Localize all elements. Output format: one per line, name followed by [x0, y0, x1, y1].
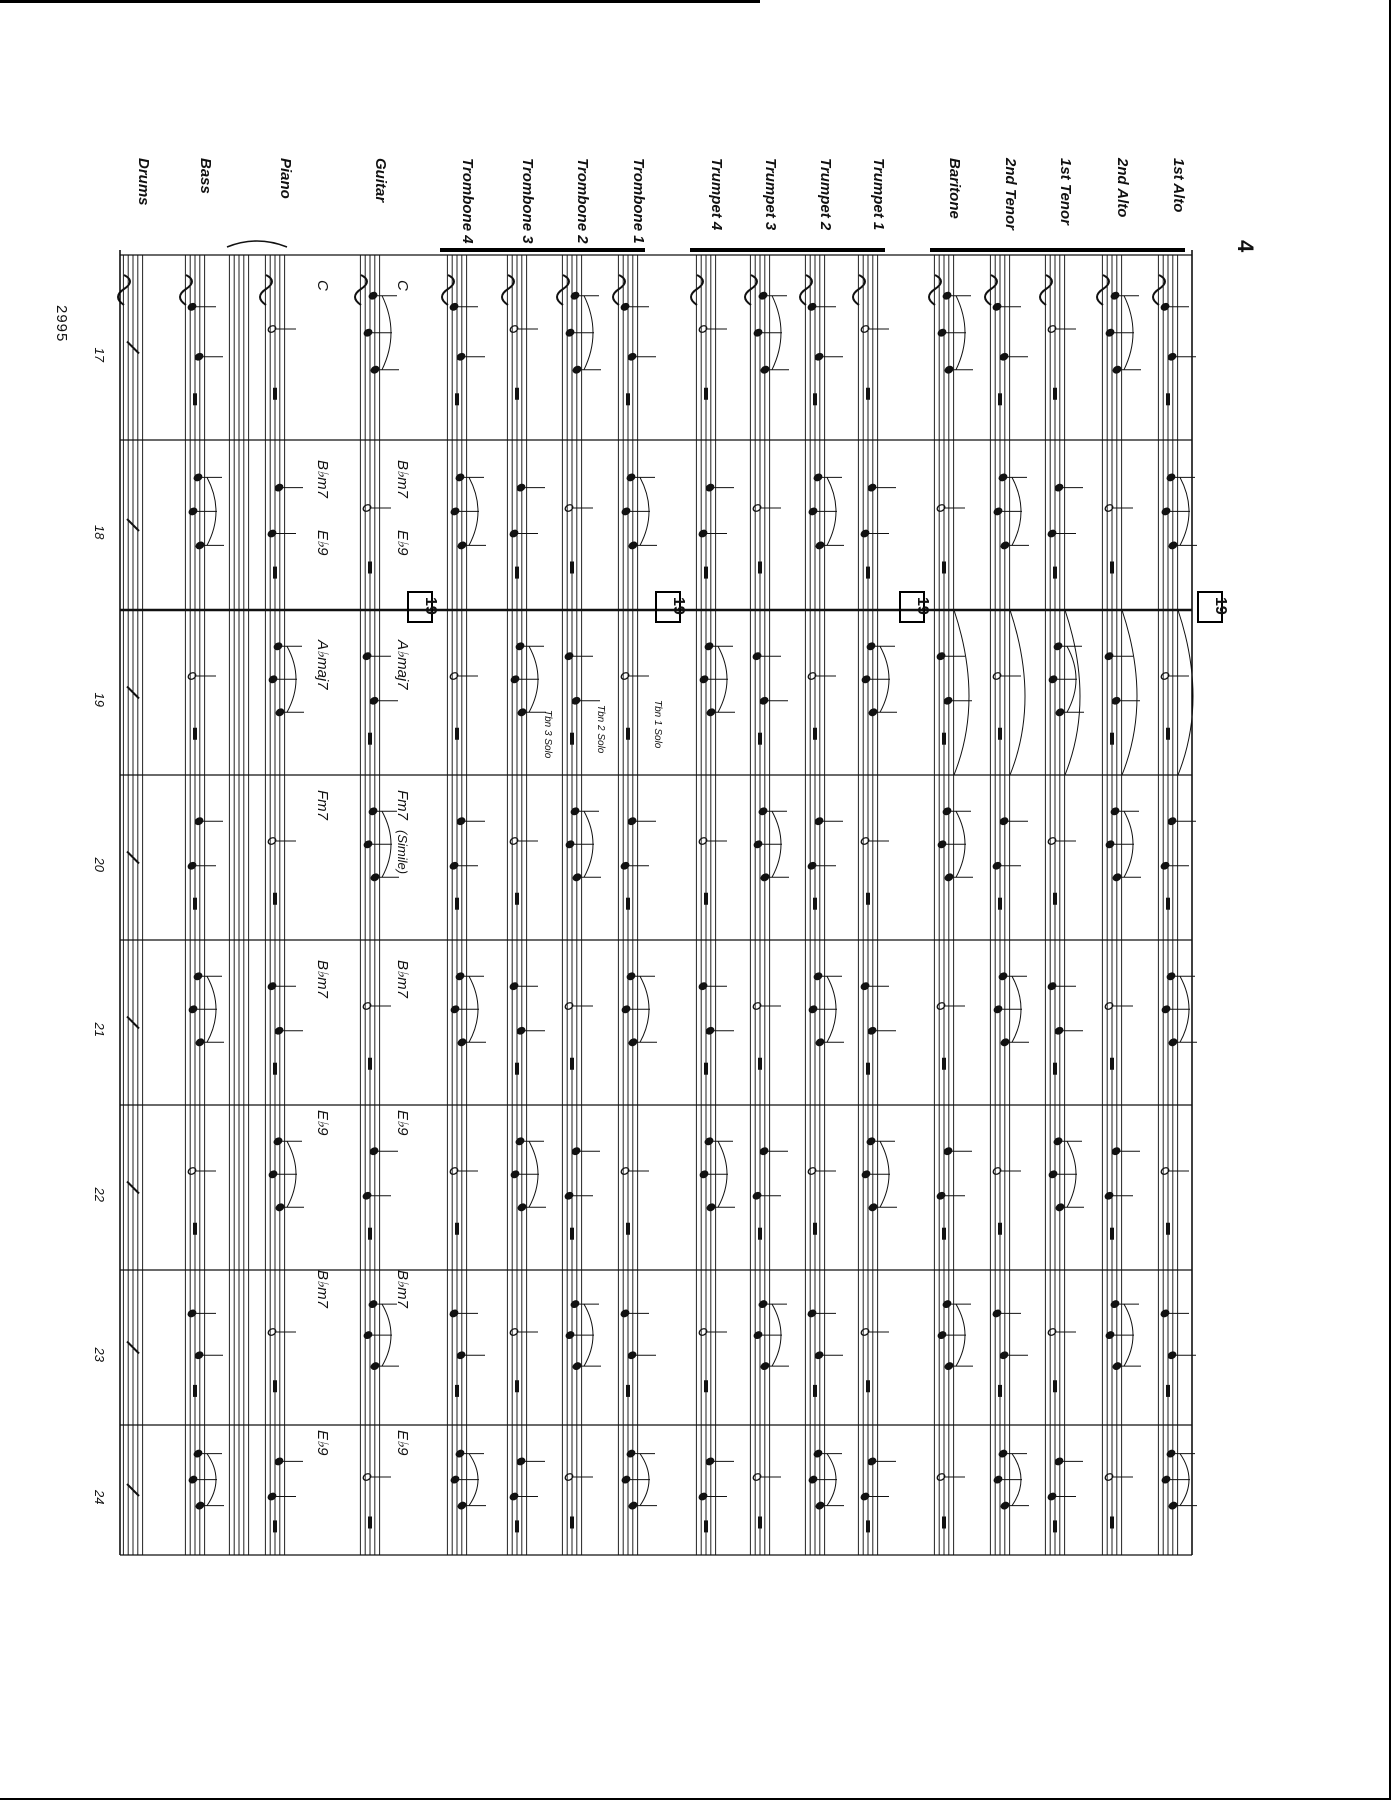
notehead: [760, 1362, 770, 1371]
notehead: [369, 1147, 379, 1156]
rest: [1166, 393, 1170, 405]
chord-symbol-piano: B♭m7: [314, 960, 331, 998]
chord-symbol-guitar: E♭9: [394, 530, 411, 556]
chord-symbol-piano: B♭m7: [314, 1270, 331, 1308]
notehead: [814, 1351, 824, 1360]
page-number: 4: [1233, 240, 1258, 253]
notehead: [456, 817, 466, 826]
notehead: [815, 541, 825, 550]
notehead: [370, 1362, 380, 1371]
rest: [570, 1517, 574, 1529]
notehead: [943, 696, 953, 705]
notehead: [1161, 507, 1171, 516]
notehead: [510, 1170, 520, 1179]
notehead: [705, 1457, 715, 1466]
rehearsal-mark: 19: [422, 597, 439, 615]
notehead: [571, 1147, 581, 1156]
notehead: [363, 328, 373, 337]
rest: [998, 898, 1002, 910]
rest: [1166, 1223, 1170, 1235]
notehead: [808, 507, 818, 516]
instrument-label: 2nd Tenor: [1002, 158, 1019, 230]
notehead: [1111, 1147, 1121, 1156]
rest: [368, 562, 372, 574]
notehead: [516, 1026, 526, 1035]
chord-symbol-piano: E♭9: [314, 530, 331, 556]
notehead: [868, 1203, 878, 1212]
chord-symbol-guitar: A♭maj7: [394, 640, 411, 690]
notehead: [814, 352, 824, 361]
rest: [515, 388, 519, 400]
notehead: [706, 1203, 716, 1212]
rest: [193, 728, 197, 740]
measure-number: 20: [92, 857, 107, 872]
rest: [704, 1520, 708, 1532]
notehead: [993, 1475, 1003, 1484]
notehead: [944, 1362, 954, 1371]
notehead: [275, 1203, 285, 1212]
rest: [455, 1223, 459, 1235]
rest: [1053, 1063, 1057, 1075]
rest: [942, 1517, 946, 1529]
instrument-label: Trombone 2: [574, 158, 591, 244]
rest: [813, 1385, 817, 1397]
notehead: [861, 1170, 871, 1179]
notehead: [760, 365, 770, 374]
notehead: [188, 1475, 198, 1484]
notehead: [572, 1362, 582, 1371]
notehead: [195, 1501, 205, 1510]
notehead: [1161, 1475, 1171, 1484]
notehead: [1168, 1038, 1178, 1047]
notehead: [1054, 1457, 1064, 1466]
measure-number: 23: [92, 1347, 107, 1362]
notehead: [1000, 1501, 1010, 1510]
notehead: [867, 483, 877, 492]
tie: [1065, 610, 1080, 775]
rest: [704, 893, 708, 905]
rest: [570, 733, 574, 745]
notehead: [1105, 840, 1115, 849]
notehead: [457, 1038, 467, 1047]
notehead: [999, 352, 1009, 361]
notehead: [516, 483, 526, 492]
notehead: [195, 1038, 205, 1047]
notehead: [999, 1351, 1009, 1360]
instrument-label: Piano: [277, 158, 294, 199]
rest: [515, 1063, 519, 1075]
rest: [1110, 1228, 1114, 1240]
rest: [626, 393, 630, 405]
rest: [758, 562, 762, 574]
notehead: [1111, 696, 1121, 705]
rest: [866, 388, 870, 400]
notehead: [1054, 483, 1064, 492]
rest: [626, 1223, 630, 1235]
measure-number: 18: [92, 525, 107, 540]
rest: [866, 1380, 870, 1392]
notehead: [188, 1005, 198, 1014]
chord-symbol-guitar: B♭m7: [394, 460, 411, 498]
rest: [1110, 1058, 1114, 1070]
notehead: [188, 507, 198, 516]
rest: [273, 1063, 277, 1075]
measure-number: 21: [92, 1022, 107, 1037]
instrument-label: Trumpet 3: [762, 158, 779, 231]
notehead: [705, 1026, 715, 1035]
chord-symbol-piano: A♭maj7: [314, 640, 331, 690]
chord-symbol-guitar: C: [394, 280, 411, 291]
rest: [455, 1385, 459, 1397]
notehead: [194, 817, 204, 826]
notehead: [1167, 817, 1177, 826]
notehead: [1168, 541, 1178, 550]
instrument-label: Trumpet 4: [708, 158, 725, 231]
notehead: [517, 1203, 527, 1212]
chord-symbol-piano: C: [314, 280, 331, 291]
notehead: [1048, 1170, 1058, 1179]
notehead: [1112, 873, 1122, 882]
notehead: [572, 873, 582, 882]
notehead: [993, 1005, 1003, 1014]
notehead: [1167, 1351, 1177, 1360]
notehead: [1161, 1005, 1171, 1014]
tie: [954, 610, 969, 775]
rest: [813, 898, 817, 910]
notehead: [706, 708, 716, 717]
rest: [866, 893, 870, 905]
rest: [1110, 1517, 1114, 1529]
notehead: [753, 1331, 763, 1340]
notehead: [759, 696, 769, 705]
rest: [866, 567, 870, 579]
part-marking: Tbn 2 Solo: [595, 705, 606, 754]
notehead: [517, 708, 527, 717]
notehead: [867, 1457, 877, 1466]
rest: [758, 1058, 762, 1070]
notehead: [944, 873, 954, 882]
instrument-label: Baritone: [946, 158, 963, 219]
notehead: [1112, 1362, 1122, 1371]
instrument-label: Trumpet 1: [870, 158, 887, 231]
rest: [368, 1058, 372, 1070]
notehead: [274, 1026, 284, 1035]
measure-number: 19: [92, 692, 107, 707]
notehead: [868, 708, 878, 717]
rest: [942, 562, 946, 574]
chord-symbol-guitar: B♭m7: [394, 1270, 411, 1308]
notehead: [1168, 1501, 1178, 1510]
rest: [368, 733, 372, 745]
notehead: [1167, 352, 1177, 361]
rest: [273, 893, 277, 905]
notehead: [457, 541, 467, 550]
rest: [998, 1385, 1002, 1397]
rest: [704, 567, 708, 579]
notehead: [268, 1170, 278, 1179]
rest: [455, 898, 459, 910]
tie: [1010, 610, 1025, 775]
notehead: [699, 1170, 709, 1179]
rest: [758, 733, 762, 745]
rest: [273, 567, 277, 579]
rest: [1110, 733, 1114, 745]
rest: [455, 393, 459, 405]
notehead: [867, 1026, 877, 1035]
measure-number: 24: [92, 1490, 107, 1505]
instrument-label: 1st Tenor: [1057, 158, 1074, 225]
rest: [758, 1517, 762, 1529]
chord-symbol-guitar: B♭m7: [394, 960, 411, 998]
rest: [1110, 562, 1114, 574]
notehead: [1048, 675, 1058, 684]
rest: [193, 1223, 197, 1235]
notehead: [274, 1457, 284, 1466]
notehead: [274, 483, 284, 492]
rest: [1166, 1385, 1170, 1397]
notehead: [456, 1351, 466, 1360]
chord-symbol-piano: Fm7: [314, 790, 331, 820]
notehead: [861, 675, 871, 684]
notehead: [275, 708, 285, 717]
notehead: [808, 1005, 818, 1014]
rest: [193, 1385, 197, 1397]
notehead: [705, 483, 715, 492]
rest: [626, 898, 630, 910]
notehead: [1105, 1331, 1115, 1340]
rest: [758, 1228, 762, 1240]
rest: [626, 728, 630, 740]
rehearsal-mark: 19: [1212, 597, 1229, 615]
rest: [813, 393, 817, 405]
catalog-number: 2995: [53, 305, 70, 343]
rest: [866, 1063, 870, 1075]
rest: [570, 1058, 574, 1070]
rest: [704, 1063, 708, 1075]
notehead: [510, 675, 520, 684]
rest: [626, 1385, 630, 1397]
rest: [1053, 1520, 1057, 1532]
notehead: [1000, 541, 1010, 550]
rest: [866, 1520, 870, 1532]
rest: [368, 1228, 372, 1240]
notehead: [937, 1331, 947, 1340]
notehead: [516, 1457, 526, 1466]
notehead: [1112, 365, 1122, 374]
rest: [942, 1228, 946, 1240]
chord-symbol-piano: E♭9: [314, 1110, 331, 1136]
notehead: [627, 817, 637, 826]
rest: [998, 728, 1002, 740]
notehead: [937, 328, 947, 337]
instrument-label: Trombone 4: [459, 158, 476, 244]
notehead: [1054, 1026, 1064, 1035]
rest: [1053, 388, 1057, 400]
rest: [704, 1380, 708, 1392]
notehead: [753, 328, 763, 337]
notehead: [759, 1147, 769, 1156]
instrument-label: Trumpet 2: [817, 158, 834, 231]
chord-symbol-guitar: E♭9: [394, 1110, 411, 1136]
notehead: [457, 1501, 467, 1510]
brace-icon: [227, 241, 287, 247]
rest: [570, 562, 574, 574]
instrument-label: Guitar: [372, 158, 389, 203]
notehead: [370, 365, 380, 374]
rest: [455, 728, 459, 740]
guitar-simile-marking: (Simile): [395, 830, 410, 875]
notehead: [753, 840, 763, 849]
notehead: [815, 1501, 825, 1510]
notehead: [1055, 708, 1065, 717]
instrument-label: 2nd Alto: [1114, 158, 1131, 218]
notehead: [1105, 328, 1115, 337]
rest: [368, 1517, 372, 1529]
measure-number: 17: [92, 347, 107, 362]
instrument-label: Trombone 3: [519, 158, 536, 244]
notehead: [268, 675, 278, 684]
part-marking: Tbn 3 Solo: [542, 710, 553, 759]
notehead: [699, 675, 709, 684]
rest: [998, 393, 1002, 405]
notehead: [1000, 1038, 1010, 1047]
notehead: [369, 696, 379, 705]
notehead: [944, 365, 954, 374]
notehead: [571, 696, 581, 705]
notehead: [370, 873, 380, 882]
notehead: [993, 507, 1003, 516]
chord-symbol-piano: B♭m7: [314, 460, 331, 498]
rest: [273, 1520, 277, 1532]
measure-number: 22: [92, 1187, 107, 1202]
notehead: [999, 817, 1009, 826]
notehead: [195, 541, 205, 550]
notehead: [194, 352, 204, 361]
notehead: [937, 840, 947, 849]
rest: [1166, 728, 1170, 740]
notehead: [815, 1038, 825, 1047]
rest: [813, 728, 817, 740]
instrument-label: 1st Alto: [1170, 158, 1187, 213]
rest: [942, 1058, 946, 1070]
tie: [1122, 610, 1137, 775]
rest: [515, 893, 519, 905]
notehead: [621, 507, 631, 516]
notehead: [565, 328, 575, 337]
notehead: [814, 817, 824, 826]
chord-symbol-guitar: E♭9: [394, 1430, 411, 1456]
instrument-label: Trombone 1: [630, 158, 647, 244]
rest: [813, 1223, 817, 1235]
notehead: [621, 1475, 631, 1484]
notehead: [627, 352, 637, 361]
rest: [515, 1520, 519, 1532]
rest: [515, 1380, 519, 1392]
notehead: [627, 1351, 637, 1360]
notehead: [456, 352, 466, 361]
notehead: [628, 1038, 638, 1047]
rest: [942, 733, 946, 745]
notehead: [565, 1331, 575, 1340]
rest: [704, 388, 708, 400]
notehead: [808, 1475, 818, 1484]
rest: [998, 1223, 1002, 1235]
rest: [193, 898, 197, 910]
notehead: [450, 1475, 460, 1484]
notehead: [628, 541, 638, 550]
notehead: [572, 365, 582, 374]
notehead: [943, 1147, 953, 1156]
rest: [193, 393, 197, 405]
notehead: [363, 840, 373, 849]
rest: [1166, 898, 1170, 910]
rest: [1053, 1380, 1057, 1392]
rest: [273, 388, 277, 400]
notehead: [194, 1351, 204, 1360]
rehearsal-mark: 19: [914, 597, 931, 615]
rest: [570, 1228, 574, 1240]
notehead: [621, 1005, 631, 1014]
instrument-label: Drums: [135, 158, 152, 206]
part-marking: Tbn 1 Solo: [652, 700, 663, 749]
notehead: [565, 840, 575, 849]
rest: [515, 567, 519, 579]
tie: [1178, 610, 1193, 775]
chord-symbol-guitar: Fm7: [394, 790, 411, 820]
notehead: [1055, 1203, 1065, 1212]
notehead: [450, 507, 460, 516]
rest: [1053, 893, 1057, 905]
notehead: [760, 873, 770, 882]
chord-symbol-piano: E♭9: [314, 1430, 331, 1456]
rest: [1053, 567, 1057, 579]
notehead: [450, 1005, 460, 1014]
instrument-label: Bass: [197, 158, 214, 194]
notehead: [628, 1501, 638, 1510]
rest: [273, 1380, 277, 1392]
notehead: [363, 1331, 373, 1340]
rehearsal-mark: 19: [670, 597, 687, 615]
